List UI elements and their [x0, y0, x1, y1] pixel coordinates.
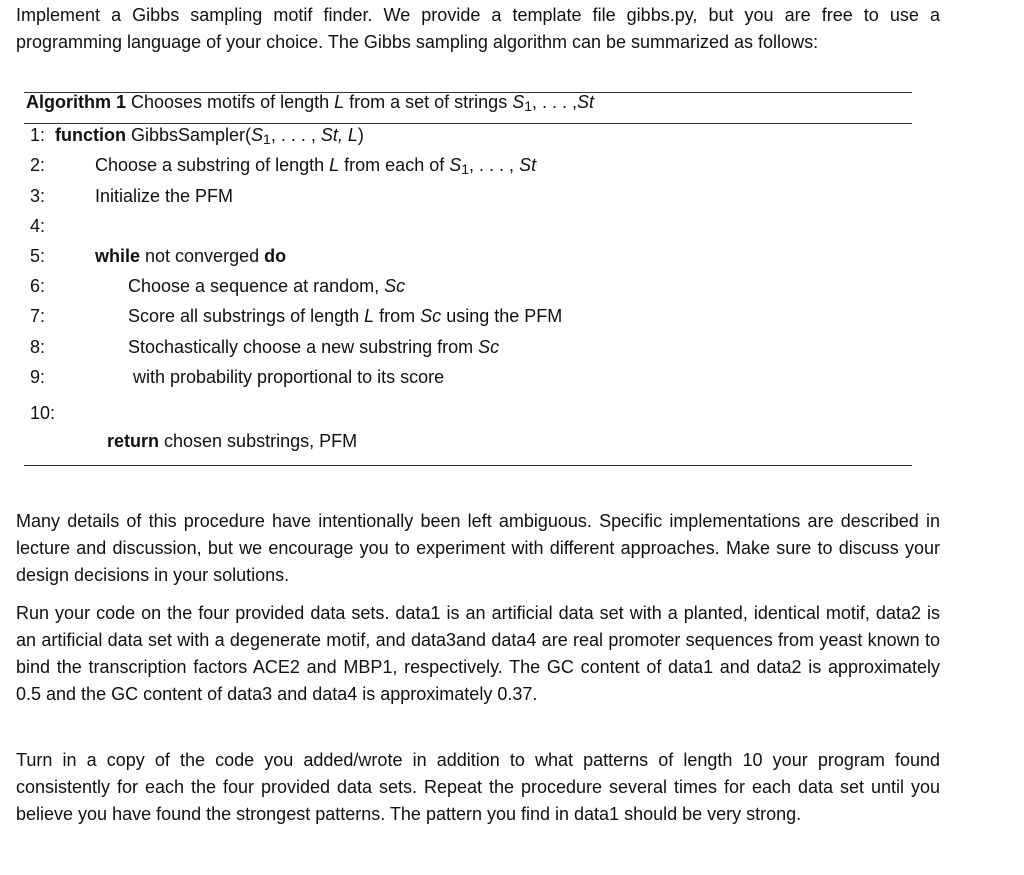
- line-number: 2:: [30, 155, 46, 175]
- line-number: 8:: [30, 337, 46, 357]
- algorithm-text-segment: chosen substrings, PFM: [159, 431, 358, 451]
- algorithm-text-segment: L: [364, 306, 375, 326]
- algorithm-text-segment: from a set of strings: [344, 92, 513, 112]
- algorithm-text-segment: 1: [461, 161, 470, 177]
- algorithm-text-segment: , . . . ,: [270, 125, 321, 145]
- algorithm-bottom-rule: [24, 465, 912, 466]
- algorithm-text-segment: GibbsSampler(: [125, 125, 252, 145]
- algorithm-text-segment: S: [512, 92, 525, 112]
- algorithm-text-segment: S: [251, 125, 264, 145]
- algorithm-text-segment: Sc: [420, 306, 442, 326]
- algorithm-text-segment: ): [357, 125, 364, 145]
- algorithm-line: [95, 155, 536, 177]
- line-number: 1:: [30, 125, 46, 145]
- algorithm-header-rule: [24, 123, 912, 124]
- algorithm-text-segment: Initialize the PFM: [95, 186, 234, 206]
- algorithm-text-segment: from each of: [339, 155, 450, 175]
- algorithm-text-segment: St, L: [320, 125, 358, 145]
- algorithm-text-segment: St: [519, 155, 537, 175]
- algorithm-line: [95, 186, 233, 207]
- algorithm-text-segment: L: [329, 155, 340, 175]
- algorithm-text-segment: , . . . ,: [532, 92, 578, 112]
- algorithm-text-segment: , . . . ,: [469, 155, 520, 175]
- algorithm-text-segment: Choose a substring of length: [95, 155, 330, 175]
- algorithm-text-segment: with probability proportional to its score: [133, 367, 445, 387]
- line-number: 7:: [30, 306, 46, 326]
- algorithm-text-segment: Sc: [384, 276, 406, 296]
- algorithm-text-segment: S: [449, 155, 462, 175]
- algorithm-text-segment: not converged: [140, 246, 265, 266]
- line-number: 9:: [30, 367, 46, 387]
- paragraph-details: Many details of this procedure have intentionally been left ambiguous. Specific implementations are described in lecture and discussion, but we encourage you to experiment with different approaches. Make sure to discuss your design decisions in your solutions.: [16, 511, 940, 585]
- line-number: 4:: [30, 216, 46, 236]
- paragraph-turn-in: Turn in a copy of the code you added/wrote in addition to what patterns of length 10 your program found consistently for each the four provided data sets. Repeat the procedure several times for each data set until you believe you have found the strongest patterns. The pattern you find in data1 should be very strong.: [16, 750, 940, 824]
- algorithm-text-segment: from: [374, 306, 421, 326]
- line-number: 10:: [30, 403, 56, 423]
- algorithm-text-segment: 1: [263, 131, 271, 147]
- algorithm-line: [95, 246, 286, 267]
- algorithm-text-segment: function: [55, 125, 126, 145]
- algorithm-header: [26, 92, 594, 114]
- line-number: 5:: [30, 246, 46, 266]
- algorithm-text-segment: Stochastically choose a new substring from: [128, 337, 479, 357]
- line-number: 6:: [30, 276, 46, 296]
- paragraph-data-sets: Run your code on the four provided data sets. data1 is an artificial data set with a planted, identical motif, data2 is an artificial data set with a degenerate motif, and data3and data4 are real promoter sequences from yeast known to bind the transcription factors ACE2 and MBP1, respectively. The GC content of data1 and data2 is approximately 0.5 and the GC content of data3 and data4 is approximately 0.37.: [16, 603, 940, 704]
- algorithm-line: [55, 125, 364, 147]
- algorithm-text-segment: return: [107, 431, 160, 451]
- algorithm-line: [133, 367, 444, 388]
- algorithm-text-segment: Choose a sequence at random,: [128, 276, 385, 296]
- algorithm-line: [128, 337, 499, 358]
- algorithm-return-line: [107, 431, 357, 452]
- algorithm-text-segment: Score all substrings of length: [128, 306, 365, 326]
- algorithm-text-segment: Sc: [478, 337, 500, 357]
- algorithm-text-segment: using the PFM: [441, 306, 563, 326]
- algorithm-text-segment: L: [334, 92, 345, 112]
- line-number: 3:: [30, 186, 46, 206]
- algorithm-text-segment: while: [95, 246, 141, 266]
- algorithm-text-segment: 1: [524, 98, 533, 114]
- intro-paragraph: Implement a Gibbs sampling motif finder. We provide a template file gibbs.py, but you are free to use a programming language of your choice. The Gibbs sampling algorithm can be summarized as follows:: [16, 5, 940, 52]
- algorithm-line: [128, 306, 562, 327]
- algorithm-line: [128, 276, 405, 297]
- algorithm-text-segment: Chooses motifs of length: [126, 92, 335, 112]
- algorithm-text-segment: Algorithm 1: [26, 92, 127, 112]
- algorithm-text-segment: St: [577, 92, 595, 112]
- algorithm-text-segment: do: [264, 246, 287, 266]
